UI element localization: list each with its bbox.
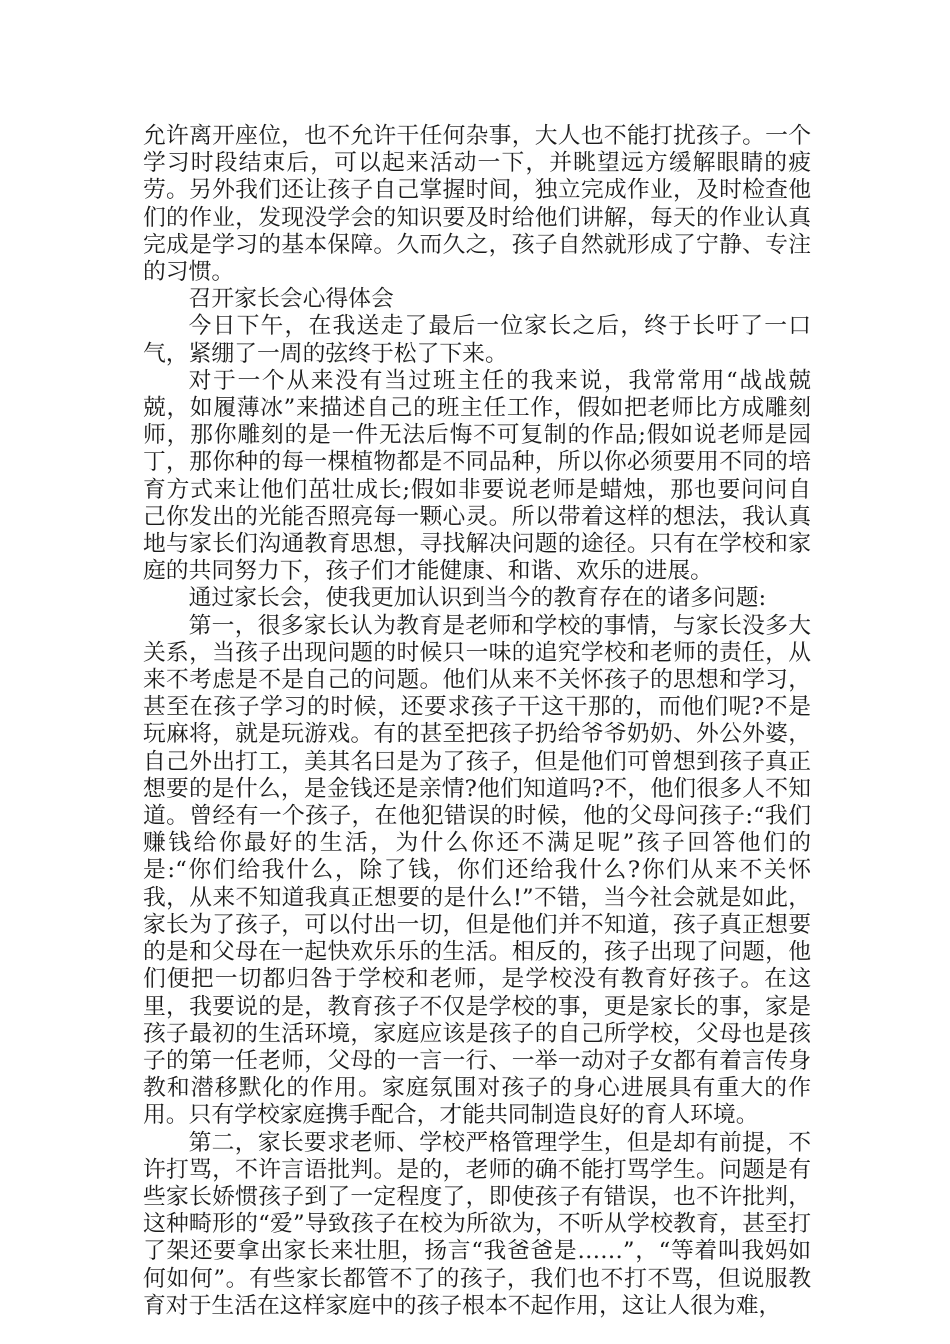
- paragraph: 对于一个从来没有当过班主任的我来说，我常常用“战战兢兢，如履薄冰”来描述自己的班主任工作，假如把老师比方成雕刻师，那你雕刻的是一件无法后悔不可复制的作品;假如说老师是园丁，那你种的每一棵植物都是不同品种，所以你必须要用不同的培育方式来让他们茁壮成长;假如非要说老师是蜡烛，那也要问问自己你发出的光能否照亮每一颗心灵。所以带着这样的想法，我认真地与家长们沟通教育思想，寻找解决问题的途径。只有在学校和家庭的共同努力下，孩子们才能健康、和谐、欢乐的进展。: [143, 367, 811, 585]
- section-heading: 召开家长会心得体会: [188, 286, 394, 313]
- paragraph: 通过家长会，使我更加认识到当今的教育存在的诸多问题:: [188, 585, 767, 612]
- paragraph: 第一，很多家长认为教育是老师和学校的事情，与家长没多大关系，当孩子出现问题的时候只一味的追究学校和老师的责任，从来不考虑是不是自己的问题。他们从来不关怀孩子的思想和学习，甚至在孩子学习的时候，还要求孩子干这干那的，而他们呢?不是玩麻将，就是玩游戏。有的甚至把孩子扔给爷爷奶奶、外公外婆，自己外出打工，美其名曰是为了孩子，但是他们可曾想到孩子真正想要的是什么，是金钱还是亲情?他们知道吗?不，他们很多人不知道。曾经有一个孩子，在他犯错误的时候，他的父母问孩子:“我们赚钱给你最好的生活，为什么你还不满足呢”孩子回答他们的是:“你们给我什么，除了钱，你们还给我什么?你们从来不关怀我，从来不知道我真正想要的是什么!”不错，当今社会就是如此，家长为了孩子，可以付出一切，但是他们并不知道，孩子真正想要的是和父母在一起快欢乐乐的生活。相反的，孩子出现了问题，他们便把一切都归咎于学校和老师，是学校没有教育好孩子。在这里，我要说的是，教育孩子不仅是学校的事，更是家长的事，家是孩子最初的生活环境，家庭应该是孩子的自己所学校，父母也是孩子的第一任老师，父母的一言一行、一举一动对子女都有着言传身教和潜移默化的作用。家庭氛围对孩子的身心进展具有重大的作用。只有学校家庭携手配合，才能共同制造良好的育人环境。: [143, 612, 811, 1129]
- paragraph-continued: 允许离开座位，也不允许干任何杂事，大人也不能打扰孩子。一个学习时段结束后，可以起来活动一下，并眺望远方缓解眼睛的疲劳。另外我们还让孩子自己掌握时间，独立完成作业，及时检查他们的作业，发现没学会的知识要及时给他们讲解，每天的作业认真完成是学习的基本保障。久而久之，孩子自然就形成了宁静、专注的习惯。: [143, 123, 811, 286]
- paragraph: 今日下午，在我送走了最后一位家长之后，终于长吁了一口气，紧绷了一周的弦终于松了下来。: [143, 313, 811, 367]
- paragraph: 第二，家长要求老师、学校严格管理学生，但是却有前提，不许打骂，不许言语批判。是的，老师的确不能打骂学生。问题是有些家长娇惯孩子到了一定程度了，即使孩子有错误，也不许批判，这种畸形的“爱”导致孩子在校为所欲为，不听从学校教育，甚至打了架还要拿出家长来壮胆，扬言“我爸爸是……”，“等着叫我妈如何如何”。有些家长都管不了的孩子，我们也不打不骂，但说服教育对于生活在这样家庭中的孩子根本不起作用，这让人很为难，: [143, 1129, 811, 1319]
- document-body: [143, 123, 811, 1320]
